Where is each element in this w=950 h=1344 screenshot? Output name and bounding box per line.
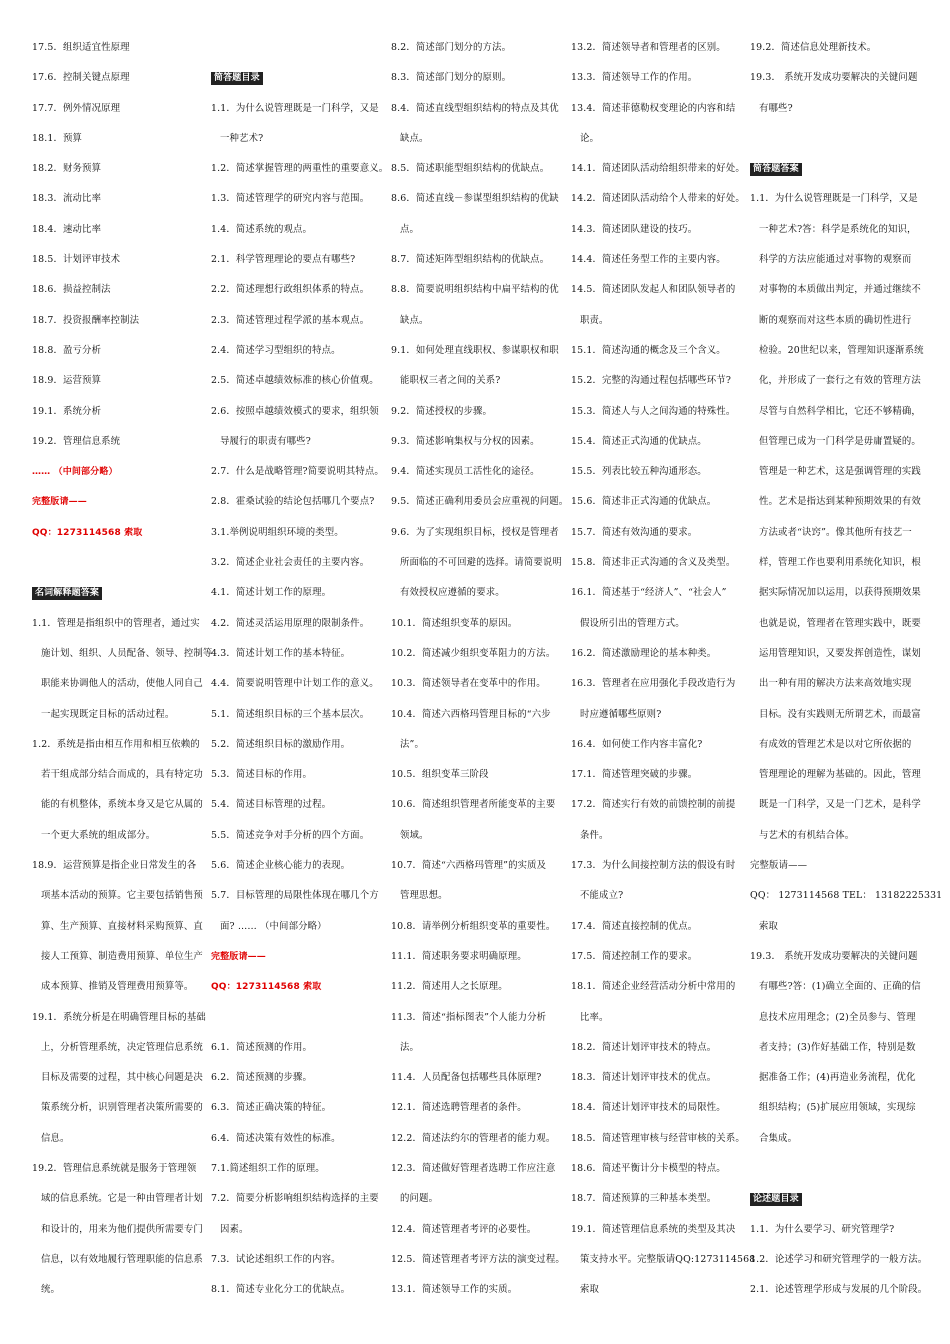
- text-line: 15.4．简述正式沟通的优缺点。: [571, 435, 707, 447]
- text-line: 10.1．简述组织变革的原因。: [391, 617, 518, 629]
- text-line: 19.2．管理信息系统: [32, 435, 121, 447]
- text-line: 能的有机整体，系统本身又是它从属的: [41, 799, 203, 811]
- text-line: 对事物的本质做出判定，并通过继续不: [759, 284, 921, 296]
- column-2: [211, 33, 389, 1305]
- text-line: 18.1．简述企业经营活动分析中常用的: [571, 981, 736, 993]
- blank-line: [750, 1154, 920, 1184]
- text-line: 1.1．为什么说管理既是一门科学，又是: [750, 193, 918, 205]
- contact-note: 完整版请——: [32, 497, 87, 508]
- text-line: 9.2．简述授权的步骤。: [391, 405, 493, 417]
- column-1: [32, 33, 213, 1305]
- text-line: 性。艺术是指达到某种预期效果的有效: [759, 496, 921, 508]
- text-line: 8.8．简要说明组织结构中扁平结构的优: [391, 284, 559, 296]
- text-line: 面? …… （中间部分略）: [220, 920, 327, 932]
- blank-line: [211, 33, 381, 63]
- text-line: 8.3．简述部门划分的原则。: [391, 72, 512, 84]
- text-line: 一个更大系统的组成部分。: [41, 829, 156, 841]
- text-line: 成本预算、推销及管理费用预算等。: [41, 981, 194, 993]
- text-line: 据实际情况加以运用，以获得预期效果: [759, 587, 921, 599]
- text-line: 息技术应用理念；(2)全员参与、管理: [759, 1011, 916, 1023]
- text-line: 14.4．简述任务型工作的主要内容。: [571, 254, 726, 266]
- text-line: 1.1．为什么说管理既是一门科学，又是: [211, 102, 379, 114]
- text-line: 方法或者“诀窍”。像其他所有技艺一: [759, 526, 912, 538]
- text-line: 10.5．组织变革三阶段: [391, 769, 489, 781]
- text-line: 2.8．霍桑试验的结论包括哪几个要点?: [211, 496, 375, 508]
- text-line: 2.1．科学管理理论的要点有哪些?: [211, 254, 356, 266]
- text-line: 化，并形成了一套行之有效的管理方法: [759, 375, 921, 387]
- text-line: 所面临的不可回避的选择。请简要说明: [400, 557, 562, 569]
- text-line: 但管理已成为一门科学是毋庸置疑的。: [759, 435, 921, 447]
- column-5: [750, 33, 943, 1305]
- text-line: 17.1．简述管理突破的步骤。: [571, 769, 698, 781]
- section-heading: 简答题目录: [211, 72, 263, 85]
- text-line: 11.3．简述“指标图表”个人能力分析: [391, 1011, 547, 1023]
- text-line: 10.3．简述领导者在变革中的作用。: [391, 678, 546, 690]
- text-line: 者支持；(3)作好基础工作，特别是数: [759, 1041, 916, 1053]
- text-line: 17.4．简述直接控制的优点。: [571, 920, 698, 932]
- text-line: 1.2．论述学习和研究管理学的一般方法。: [750, 1253, 928, 1265]
- text-line: 上，分析管理系统，决定管理信息系统: [41, 1041, 203, 1053]
- text-line: 缺点。: [400, 314, 429, 326]
- text-line: 2.3．简述管理过程学派的基本观点。: [211, 314, 370, 326]
- text-line: 19.2．管理信息系统就是服务于管理领: [32, 1162, 197, 1174]
- text-line: 出一种有用的解决方法来高效地实现: [759, 678, 912, 690]
- text-line: 13.3．简述领导工作的作用。: [571, 72, 698, 84]
- text-line: 10.7．简述“六西格玛管理”的实质及: [391, 860, 547, 872]
- text-line: 7.2．简要分析影响组织结构选择的主要: [211, 1193, 379, 1205]
- text-line: 7.1.简述组织工作的原理。: [211, 1162, 325, 1174]
- contact-note: 完整版请——: [211, 951, 266, 962]
- text-line: 4.3．简述计划工作的基本特征。: [211, 647, 351, 659]
- blank-line: [211, 1003, 381, 1033]
- column-3: [391, 33, 569, 1305]
- text-line: 6.3．简述正确决策的特征。: [211, 1102, 332, 1114]
- section-heading-row: [211, 63, 381, 93]
- text-line: 检验。20世纪以来，管理知识逐渐系统: [759, 344, 924, 356]
- text-line: 17.3．为什么间接控制方法的假设有时: [571, 860, 736, 872]
- text-line: 与艺术的有机结合体。: [759, 829, 855, 841]
- text-line: 10.4．简述六西格玛管理目标的“六步: [391, 708, 551, 720]
- section-heading-row: [750, 154, 920, 184]
- text-line: 8.4．简述直线型组织结构的特点及其优: [391, 102, 559, 114]
- text-line: 3.2．简述企业社会责任的主要内容。: [211, 557, 370, 569]
- text-line: 接人工预算、制造费用预算、单位生产: [41, 950, 203, 962]
- text-line: 15.5．列表比较五种沟通形态。: [571, 466, 707, 478]
- text-line: 18.3．简述计划评审技术的优点。: [571, 1072, 717, 1084]
- text-line: 18.2．简述计划评审技术的特点。: [571, 1041, 717, 1053]
- text-line: 论。: [580, 132, 600, 144]
- text-line: 17.6．控制关键点原理: [32, 72, 130, 84]
- text-line: 6.1．简述预测的作用。: [211, 1041, 313, 1053]
- text-line: 18.2．财务预算: [32, 163, 102, 175]
- text-line: 因素。: [220, 1223, 249, 1235]
- text-line: 也就是说，管理者在管理实践中，既要: [759, 617, 921, 629]
- text-line: 15.3．简述人与人之间沟通的特殊性。: [571, 405, 736, 417]
- text-line: 目标。没有实践则无所谓艺术，而最富: [759, 708, 921, 720]
- text-line: 策支持水平。完整版请QQ:1273114568: [580, 1253, 756, 1265]
- contact-note: QQ：1273114568 索取: [32, 527, 143, 538]
- text-line: 16.2．简述激励理论的基本种类。: [571, 647, 717, 659]
- text-line: 领域。: [400, 829, 429, 841]
- text-line: 5.4．简述目标管理的过程。: [211, 799, 332, 811]
- text-line: 18.9．运营预算: [32, 375, 102, 387]
- text-line: 8.5．简述职能型组织结构的优缺点。: [391, 163, 550, 175]
- text-line: 点。: [400, 223, 420, 235]
- text-line: 管理是一种艺术，这是强调管理的实践: [759, 466, 921, 478]
- text-line: 12.1．简述选聘管理者的条件。: [391, 1102, 527, 1114]
- text-line: 5.1．简述组织目标的三个基本层次。: [211, 708, 370, 720]
- text-line: 2.4．简述学习型组织的特点。: [211, 344, 341, 356]
- text-line: 运用管理知识，又要发挥创造性，谋划: [759, 647, 921, 659]
- text-line: 12.5．简述管理者考评方法的演变过程。: [391, 1253, 565, 1265]
- text-line: 不能成立?: [580, 890, 624, 902]
- text-line: 统。: [41, 1284, 61, 1296]
- text-line: 能职权三者之间的关系?: [400, 375, 501, 387]
- text-line: 15.2．完整的沟通过程包括哪些环节?: [571, 375, 732, 387]
- text-line: 14.5．简述团队发起人和团队领导者的: [571, 284, 736, 296]
- text-line: 的问题。: [400, 1193, 439, 1205]
- text-line: 尽管与自然科学相比，它还不够精确，: [759, 405, 921, 417]
- text-line: 既是一门科学，又是一门艺术，是科学: [759, 799, 921, 811]
- text-line: 索取: [759, 920, 779, 932]
- text-line: 16.3．管理者在应用强化手段改造行为: [571, 678, 736, 690]
- text-line: 18.8．盈亏分析: [32, 344, 102, 356]
- text-line: 假设所引出的管理方式。: [580, 617, 685, 629]
- text-line: 15.6．简述非正式沟通的优缺点。: [571, 496, 717, 508]
- text-line: 14.2．简述团队活动给个人带来的好处。: [571, 193, 745, 205]
- section-heading-row: [32, 578, 202, 608]
- text-line: 19.3． 系统开发成功要解决的关键问题: [750, 950, 918, 962]
- text-line: 有效授权应遵循的要求。: [400, 587, 505, 599]
- text-line: 10.8．请举例分析组织变革的重要性。: [391, 920, 556, 932]
- text-line: 18.3．流动比率: [32, 193, 102, 205]
- text-line: 一起实现既定目标的活动过程。: [41, 708, 175, 720]
- text-line: 2.6．按照卓越绩效模式的要求，组织领: [211, 405, 379, 417]
- text-line: 法”。: [400, 738, 424, 750]
- text-line: 导履行的职责有哪些?: [220, 435, 311, 447]
- text-line: 12.2．简述法约尔的管理者的能力观。: [391, 1132, 556, 1144]
- text-line: 职能来协调他人的活动，使他人同自己: [41, 678, 203, 690]
- text-line: 5.3．简述目标的作用。: [211, 769, 313, 781]
- text-line: 17.5．简述控制工作的要求。: [571, 950, 698, 962]
- text-line: 10.2．简述减少组织变革阻力的方法。: [391, 647, 556, 659]
- text-line: 10.6．简述组织管理者所能变革的主要: [391, 799, 556, 811]
- text-line: 索取: [580, 1284, 600, 1296]
- text-line: 和设计的，用来为他们提供所需要专门: [41, 1223, 203, 1235]
- text-line: 组织结构；(5)扩展应用领域，实现综: [759, 1102, 916, 1114]
- text-line: 科学的方法应能通过对事物的观察而: [759, 254, 912, 266]
- text-line: 5.7．目标管理的局限性体现在哪几个方: [211, 890, 379, 902]
- text-line: 7.3．试论述组织工作的内容。: [211, 1253, 341, 1265]
- text-line: 一种艺术?答：科学是系统化的知识，: [759, 223, 917, 235]
- text-line: QQ： 1273114568 TEL： 13182225331: [750, 890, 943, 902]
- text-line: 1.2．简述掌握管理的两重性的重要意义。: [211, 163, 389, 175]
- text-line: 策系统分析，识别管理者决策所需要的: [41, 1102, 203, 1114]
- text-line: 算、生产预算、直接材料采购预算、直: [41, 920, 203, 932]
- text-line: 16.1．简述基于“经济人”、“社会人”: [571, 587, 727, 599]
- text-line: 6.4．简述决策有效性的标准。: [211, 1132, 341, 1144]
- text-line: 16.4．如何使工作内容丰富化?: [571, 738, 703, 750]
- text-line: 职责。: [580, 314, 609, 326]
- blank-line: [32, 548, 202, 578]
- text-line: 2.2．简述理想行政组织体系的特点。: [211, 284, 370, 296]
- text-line: 管理思想。: [400, 890, 448, 902]
- contact-note: QQ：1273114568 索取: [211, 982, 322, 993]
- text-line: 管理理论的理解为基础的。因此，管理: [759, 769, 921, 781]
- text-line: 19.2．简述信息处理新技术。: [750, 42, 877, 53]
- text-line: 4.2．简述灵活运用原理的限制条件。: [211, 617, 370, 629]
- blank-line: [750, 124, 920, 154]
- text-line: 13.1．简述领导工作的实质。: [391, 1284, 518, 1296]
- text-line: 8.7．简述矩阵型组织结构的优缺点。: [391, 254, 550, 266]
- text-line: 19.3． 系统开发成功要解决的关键问题: [750, 72, 918, 84]
- text-line: 11.4．人员配备包括哪些具体原理?: [391, 1072, 542, 1084]
- column-4: [571, 33, 756, 1305]
- text-line: 15.8．简述非正式沟通的含义及类型。: [571, 557, 736, 569]
- text-line: 14.3．简述团队建设的技巧。: [571, 223, 698, 235]
- text-line: 18.5．计划评审技术: [32, 254, 121, 266]
- text-line: 5.6．简述企业核心能力的表现。: [211, 860, 351, 872]
- text-line: 据准备工作；(4)再造业务流程，优化: [759, 1072, 916, 1084]
- text-line: 11.2．简述用人之长原理。: [391, 981, 508, 993]
- text-line: 时应遵循哪些原则?: [580, 708, 662, 720]
- text-line: 合集成。: [759, 1132, 798, 1144]
- text-line: 若干组成部分结合而成的，具有特定功: [41, 769, 203, 781]
- text-line: 有成效的管理艺术是以对它所依据的: [759, 738, 912, 750]
- section-heading: 名词解释题答案: [32, 587, 102, 600]
- text-line: 18.7．简述预算的三种基本类型。: [571, 1193, 717, 1205]
- text-line: 18.7．投资报酬率控制法: [32, 314, 140, 326]
- text-line: 19.1．简述管理信息系统的类型及其决: [571, 1223, 736, 1235]
- text-line: 8.2．简述部门划分的方法。: [391, 42, 512, 53]
- text-line: 项基本活动的预算。它主要包括销售预: [41, 890, 203, 902]
- text-line: 17.7．例外情况原理: [32, 102, 121, 114]
- text-line: 2.1．论述管理学形成与发展的几个阶段。: [750, 1284, 928, 1296]
- text-line: 9.3．简述影响集权与分权的因素。: [391, 435, 540, 447]
- section-heading: 简答题答案: [750, 163, 802, 176]
- text-line: 2.7．什么是战略管理?简要说明其特点。: [211, 466, 384, 478]
- text-line: 12.3．简述做好管理者选聘工作应注意: [391, 1162, 556, 1174]
- text-line: 1.1．管理是指组织中的管理者，通过实: [32, 617, 200, 629]
- text-line: 13.4．简述菲德勒权变理论的内容和结: [571, 102, 736, 114]
- text-line: 条件。: [580, 829, 609, 841]
- text-line: 18.1．预算: [32, 132, 83, 144]
- text-line: 2.5．简述卓越绩效标准的核心价值观。: [211, 375, 379, 387]
- text-line: 15.1．简述沟通的概念及三个含义。: [571, 344, 726, 356]
- text-line: 比率。: [580, 1011, 609, 1023]
- text-line: 目标及需要的过程，其中核心问题是决: [41, 1072, 203, 1084]
- text-line: 18.6．损益控制法: [32, 284, 111, 296]
- text-line: 1.1．为什么要学习、研究管理学?: [750, 1223, 895, 1235]
- text-line: 1.3．简述管理学的研究内容与范围。: [211, 193, 370, 205]
- section-heading-row: [750, 1184, 920, 1214]
- text-line: 4.4．简要说明管理中计划工作的意义。: [211, 678, 379, 690]
- text-line: 6.2．简述预测的步骤。: [211, 1072, 313, 1084]
- text-line: 8.1．简述专业化分工的优缺点。: [211, 1284, 351, 1296]
- text-line: 15.7．简述有效沟通的要求。: [571, 526, 698, 538]
- text-line: 4.1．简述计划工作的原理。: [211, 587, 332, 599]
- text-line: 9.6．为了实现组织目标，授权是管理者: [391, 526, 559, 538]
- text-line: 18.4．简述计划评审技术的局限性。: [571, 1102, 726, 1114]
- text-line: 域的信息系统。它是一种由管理者计划: [41, 1193, 203, 1205]
- text-line: 5.5．简述竞争对手分析的四个方面。: [211, 829, 370, 841]
- text-line: 18.5．简述管理审核与经营审核的关系。: [571, 1132, 745, 1144]
- text-line: 有哪些?答：(1)确立全面的、正确的信: [759, 981, 921, 993]
- text-line: 19.1．系统分析是在明确管理目标的基础: [32, 1011, 206, 1023]
- text-line: 18.6．简述平衡计分卡模型的特点。: [571, 1162, 726, 1174]
- text-line: 信息。: [41, 1132, 70, 1144]
- text-line: 9.1．如何处理直线职权、参谋职权和职: [391, 344, 559, 356]
- text-line: 1.2．系统是指由相互作用和相互依赖的: [32, 738, 200, 750]
- text-line: 断的观察而对这些本质的确切性进行: [759, 314, 912, 326]
- text-line: 17.5．组织适宜性原理: [32, 42, 130, 53]
- text-line: 17.2．简述实行有效的前馈控制的前提: [571, 799, 736, 811]
- text-line: 1.4．简述系统的观点。: [211, 223, 313, 235]
- text-line: 样，管理工作也要利用系统化知识，根: [759, 557, 921, 569]
- contact-note: …… （中间部分略）: [32, 467, 118, 478]
- text-line: 有哪些?: [759, 102, 793, 114]
- section-heading: 论述题目录: [750, 1193, 802, 1206]
- text-line: 12.4．简述管理者考评的必要性。: [391, 1223, 537, 1235]
- text-line: 8.6．简述直线－参谋型组织结构的优缺: [391, 193, 559, 205]
- text-line: 9.4．简述实现员工活性化的途径。: [391, 466, 540, 478]
- text-line: 19.1．系统分析: [32, 405, 102, 417]
- text-line: 18.9．运营预算是指企业日常发生的各: [32, 860, 197, 872]
- text-line: 信息，以有效地履行管理职能的信息系: [41, 1253, 203, 1265]
- text-line: 5.2．简述组织目标的激励作用。: [211, 738, 351, 750]
- text-line: 9.5．简述正确利用委员会应重视的问题。: [391, 496, 569, 508]
- text-line: 14.1．简述团队活动给组织带来的好处。: [571, 163, 745, 175]
- text-line: 3.1.举例说明组织环境的类型。: [211, 526, 344, 538]
- text-line: 11.1．简述职务要求明确原理。: [391, 950, 527, 962]
- text-line: 施计划、组织、人员配备、领导、控制等: [41, 647, 213, 659]
- text-line: 缺点。: [400, 132, 429, 144]
- text-line: 18.4．速动比率: [32, 223, 102, 235]
- text-line: 法。: [400, 1041, 420, 1053]
- text-line: 一种艺术?: [220, 132, 264, 144]
- text-line: 完整版请——: [750, 860, 808, 872]
- text-line: 13.2．简述领导者和管理者的区别。: [571, 42, 726, 53]
